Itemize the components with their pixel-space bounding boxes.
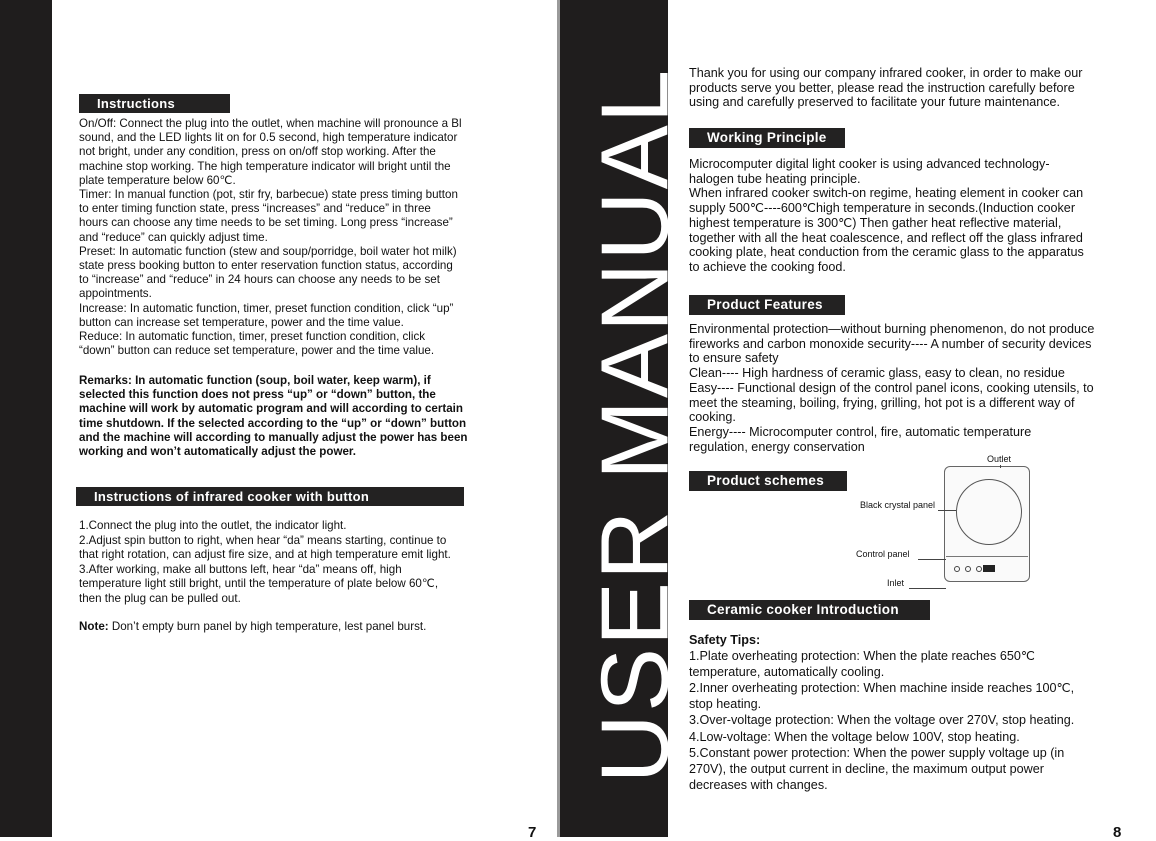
remarks-line: Remarks: In automatic function (soup, boil water, keep warm), if bbox=[79, 374, 431, 387]
button-step-line: that right rotation, can adjust fire size, and at high temperature emit light. bbox=[79, 548, 451, 562]
features-line: meet the steaming, boiling, frying, grilling, hot pot is a different way of bbox=[689, 395, 1075, 410]
features-line: Clean---- High hardness of ceramic glass, easy to clean, no residue bbox=[689, 366, 1065, 381]
intro-line: using and carefully preserved to facilitate your future maintenance. bbox=[689, 95, 1061, 110]
intro-line: Thank you for using our company infrared cooker, in order to make our bbox=[689, 66, 1083, 80]
safety-line: 1.Plate overheating protection: When the plate reaches 650℃ bbox=[689, 649, 1035, 664]
working-line: to achieve the cooking food. bbox=[689, 259, 846, 274]
instructions-line: state press booking button to enter reservation function status, according bbox=[79, 259, 453, 273]
ceramic-cooker-header: Ceramic cooker Introduction bbox=[689, 600, 930, 620]
control-key-icon bbox=[954, 566, 960, 572]
middle-spine-text: USER MANUAL bbox=[581, 67, 689, 783]
remarks-line: machine will work by automatic program and will according to certain bbox=[79, 402, 463, 416]
product-schemes-header: Product schemes bbox=[689, 471, 847, 491]
features-line: fireworks and carbon monoxide security---- A number of security devices bbox=[689, 336, 1092, 351]
note-label: Note: bbox=[79, 620, 109, 633]
remarks-text bbox=[79, 374, 549, 459]
instructions-line: plate temperature below 60℃. bbox=[79, 173, 236, 187]
button-step-line: 3.After working, make all buttons left, hear “da” means off, high bbox=[79, 562, 402, 576]
left-spine-band bbox=[0, 0, 52, 837]
instructions-line: Timer: In manual function (pot, stir fry, barbecue) state press timing button bbox=[79, 188, 458, 202]
instructions-line: button can increase set temperature, power and the time value. bbox=[79, 315, 404, 329]
instructions-line: to “increase” and “reduce” in 24 hours can choose any needs to be set bbox=[79, 273, 440, 287]
note bbox=[79, 620, 549, 634]
safety-line: decreases with changes. bbox=[689, 777, 828, 792]
button-step-line: then the plug can be pulled out. bbox=[79, 591, 241, 605]
control-key-icon bbox=[976, 566, 982, 572]
button-step-line: temperature light still bright, until the temperature of plate below 60℃, bbox=[79, 577, 439, 591]
instructions-line: sound, and the LED lights lit on for 0.5 second, high temperature indicator bbox=[79, 131, 458, 145]
inlet-leader-line bbox=[909, 588, 946, 589]
instructions-line: Increase: In automatic function, timer, preset function condition, click “up” bbox=[79, 301, 454, 315]
product-features-text bbox=[689, 322, 1151, 454]
working-line: Microcomputer digital light cooker is using advanced technology- bbox=[689, 157, 1050, 171]
safety-line: 4.Low-voltage: When the voltage below 100V, stop heating. bbox=[689, 729, 1020, 744]
features-line: regulation, energy conservation bbox=[689, 439, 865, 454]
features-line: cooking. bbox=[689, 410, 736, 425]
control-key-icon bbox=[965, 566, 971, 572]
cooking-zone-ring bbox=[956, 479, 1022, 545]
page-number-left: 7 bbox=[528, 824, 537, 841]
working-line: cooking plate, heat conduction from the ceramic glass to the apparatus bbox=[689, 245, 1084, 260]
remarks-line: and the machine will according to manually adjust the power has been bbox=[79, 430, 468, 444]
working-line: halogen tube heating principle. bbox=[689, 171, 861, 186]
outlet-leader-line bbox=[1000, 465, 1001, 468]
safety-line: temperature, automatically cooling. bbox=[689, 665, 885, 680]
button-steps-text bbox=[79, 519, 549, 607]
working-line: supply 500℃----600℃high temperature in seconds.(Induction cooker bbox=[689, 201, 1076, 216]
diagram-label-outlet: Outlet bbox=[987, 454, 1012, 464]
safety-line: 3.Over-voltage protection: When the voltage over 270V, stop heating. bbox=[689, 713, 1075, 728]
instructions-line: Preset: In automatic function (stew and soup/porridge, boil water hot milk) bbox=[79, 244, 457, 258]
instructions-line: machine stop working. The high temperature indicator will bright until the bbox=[79, 159, 451, 173]
safety-line: stop heating. bbox=[689, 697, 762, 712]
instructions-line: “down” button can reduce set temperature, power and the time value. bbox=[79, 344, 435, 358]
working-principle-header: Working Principle bbox=[689, 128, 845, 148]
working-line: highest temperature is 300℃) Then gather heat reflective material, bbox=[689, 215, 1062, 230]
features-line: to ensure safety bbox=[689, 351, 779, 366]
instructions-line: to enter timing function state, press “increases” and “reduce” in three bbox=[79, 202, 431, 216]
button-step-line: 1.Connect the plug into the outlet, the indicator light. bbox=[79, 519, 347, 532]
intro-line: products serve you better, please read the instruction carefully before bbox=[689, 80, 1075, 95]
instructions-line: not bright, under any condition, press on on/off stop working. After the bbox=[79, 145, 436, 159]
instructions-line: appointments. bbox=[79, 287, 152, 301]
instructions-line: Reduce: In automatic function, timer, preset function condition, click bbox=[79, 330, 426, 344]
product-features-header: Product Features bbox=[689, 295, 845, 315]
control-keys bbox=[954, 566, 982, 572]
instructions-text bbox=[79, 117, 549, 358]
safety-line: 270V), the output current in decline, the maximum output power bbox=[689, 761, 1044, 776]
safety-tips-title: Safety Tips: bbox=[689, 633, 761, 647]
remarks-line: time shutdown. If the selected according to the “up” or “down” button bbox=[79, 416, 467, 430]
features-line: Easy---- Functional design of the control panel icons, cooking utensils, to bbox=[689, 380, 1094, 395]
instructions-line: On/Off: Connect the plug into the outlet, when machine will pronounce a Bl bbox=[79, 117, 462, 130]
black-crystal-leader-line bbox=[938, 510, 956, 511]
safety-line: 5.Constant power protection: When the power supply voltage up (in bbox=[689, 745, 1065, 760]
instructions-line: hours can choose any time needs to be set timing. Long press “increase” bbox=[79, 216, 453, 230]
working-line: When infrared cooker switch-on regime, heating element in cooker can bbox=[689, 186, 1084, 201]
features-line: Energy---- Microcomputer control, fire, automatic temperature bbox=[689, 424, 1032, 439]
control-panel-leader-line bbox=[918, 559, 946, 560]
remarks-line: selected this function does not press “up” or “down” button, the bbox=[79, 388, 436, 402]
middle-spine-band bbox=[560, 0, 689, 837]
button-instructions-header: Instructions of infrared cooker with button bbox=[76, 487, 464, 506]
instructions-header: Instructions bbox=[79, 94, 230, 113]
safety-line: 2.Inner overheating protection: When machine inside reaches 100℃, bbox=[689, 681, 1075, 696]
page-number-right: 8 bbox=[1113, 824, 1122, 841]
diagram-label-black-crystal: Black crystal panel bbox=[860, 500, 936, 510]
working-line: together with all the heat coalescence, and reflect off the glass infrared bbox=[689, 230, 1083, 245]
diagram-label-control-panel: Control panel bbox=[856, 549, 910, 559]
note-text: Don’t empty burn panel by high temperature, lest panel burst. bbox=[108, 620, 427, 633]
features-line: Environmental protection—without burning phenomenon, do not produce bbox=[689, 322, 1095, 336]
safety-tips-text bbox=[689, 632, 1151, 793]
instructions-line: and “reduce” can quickly adjust time. bbox=[79, 230, 268, 244]
working-principle-text bbox=[689, 157, 1149, 275]
control-display bbox=[983, 565, 995, 572]
button-step-line: 2.Adjust spin button to right, when hear “da” means starting, continue to bbox=[79, 533, 447, 547]
diagram-label-inlet: Inlet bbox=[887, 578, 905, 588]
remarks-line: working and won’t automatically adjust the power. bbox=[79, 445, 356, 459]
intro-text bbox=[689, 66, 1149, 110]
